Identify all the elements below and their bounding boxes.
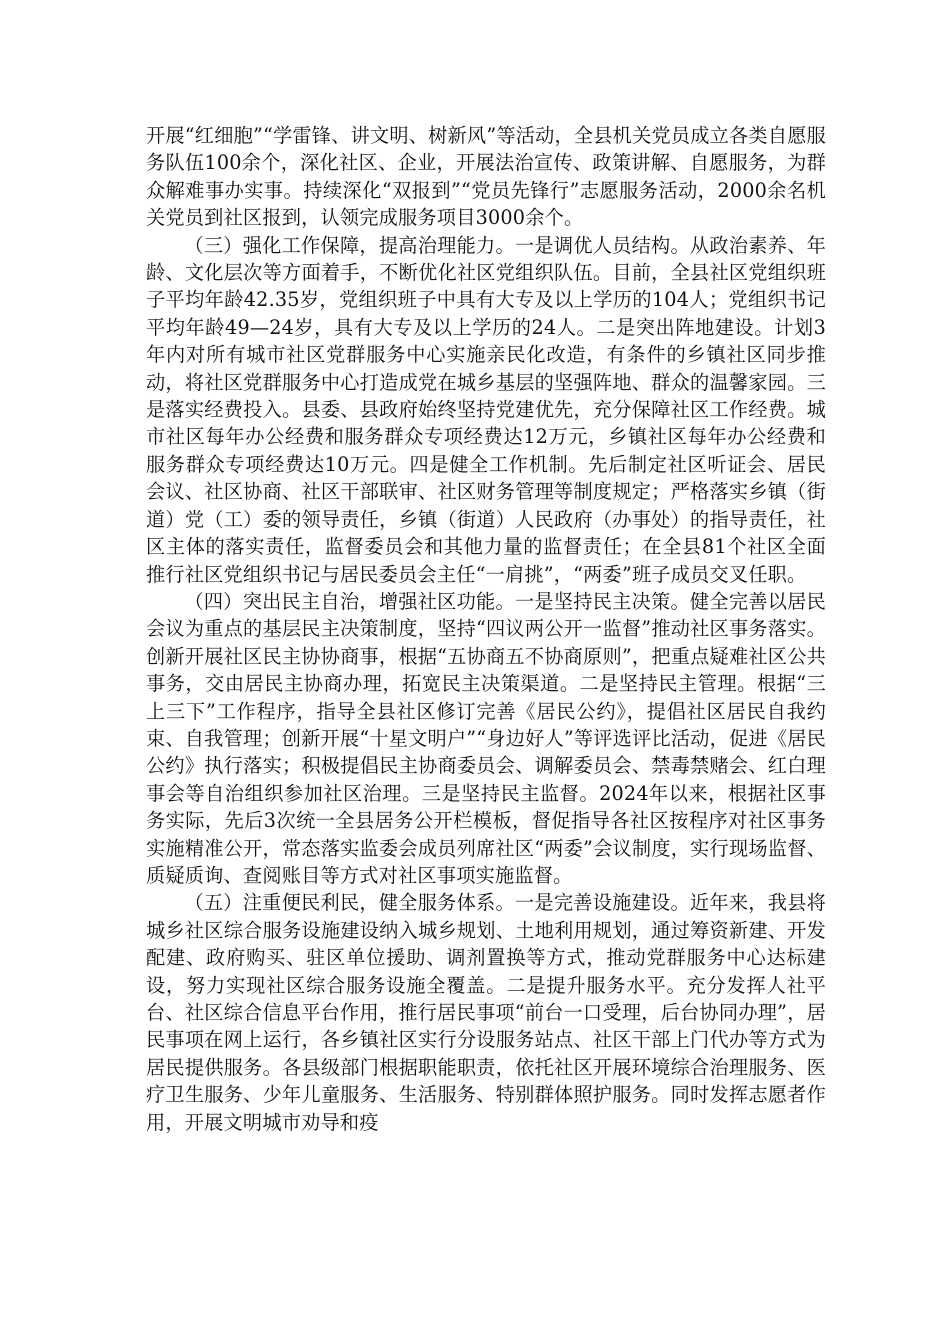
- paragraph-section-five: （五）注重便民利民，健全服务体系。一是完善设施建设。近年来，我县将城乡社区综合服务设施建设纳入城乡规划、土地利用规划，通过筹资新建、开发配建、政府购买、驻区单位援助、调剂置换等方式，推动党群服务中心达标建设，努力实现社区综合服务设施全覆盖。二是提升服务水平。充分发挥人社平台、社区综合信息平台作用，推行居民事项“前台一口受理，后台协同办理”，居民事项在网上运行，各乡镇社区实行分设服务站点、社区干部上门代办等方式为居民提供服务。各县级部门根据职能职责，依托社区开展环境综合治理服务、医疗卫生服务、少年儿童服务、生活服务、特别群体照护服务。同时发挥志愿者作用，开展文明城市劝导和疫: [146, 891, 826, 1134]
- document-body: [146, 122, 826, 1136]
- paragraph-continuation: 开展“红细胞”“学雷锋、讲文明、树新风”等活动，全县机关党员成立各类自愿服务队伍100余个，深化社区、企业，开展法治宣传、政策讲解、自愿服务，为群众解难事办实事。持续深化“双报到”“党员先锋行”志愿服务活动，2000余名机关党员到社区报到，认领完成服务项目3000余个。: [146, 124, 826, 230]
- paragraph-section-three: （三）强化工作保障，提高治理能力。一是调优人员结构。从政治素养、年龄、文化层次等方面着手，不断优化社区党组织队伍。目前，全县社区党组织班子平均年龄42.35岁，党组织班子中具有大专及以上学历的104人；党组织书记平均年龄49—24岁，具有大专及以上学历的24人。二是突出阵地建设。计划3年内对所有城市社区党群服务中心实施亲民化改造，有条件的乡镇社区同步推动，将社区党群服务中心打造成党在城乡基层的坚强阵地、群众的温馨家园。三是落实经费投入。县委、县政府始终坚持党建优先，充分保障社区工作经费。城市社区每年办公经费和服务群众专项经费达12万元，乡镇社区每年办公经费和服务群众专项经费达10万元。四是健全工作机制。先后制定社区听证会、居民会议、社区协商、社区干部联审、社区财务管理等制度规定；严格落实乡镇（街道）党（工）委的领导责任，乡镇（街道）人民政府（办事处）的指导责任，社区主体的落实责任，监督委员会和其他力量的监督责任；在全县81个社区全面推行社区党组织书记与居民委员会主任“一肩挑”，“两委”班子成员交叉任职。: [146, 233, 826, 586]
- paragraph-section-four: （四）突出民主自治，增强社区功能。一是坚持民主决策。健全完善以居民会议为重点的基层民主决策制度，坚持“四议两公开一监督”推动社区事务落实。创新开展社区民主协协商事，根据“五协商五不协商原则”，把重点疑难社区公共事务，交由居民主协商办理，拓宽民主决策渠道。二是坚持民主管理。根据“三上三下”工作程序，指导全县社区修订完善《居民公约》，提倡社区居民自我约束、自我管理；创新开展“十星文明户”“身边好人”等评选评比活动，促进《居民公约》执行落实；积极提倡民主协商委员会、调解委员会、禁毒禁赌会、红白理事会等自治组织参加社区治理。三是坚持民主监督。2024年以来，根据社区事务实际，先后3次统一全县居务公开栏模板，督促指导各社区按程序对社区事务实施精准公开，常态落实监委会成员列席社区“两委”会议制度，实行现场监督、质疑质询、查阅账目等方式对社区事项实施监督。: [146, 589, 826, 887]
